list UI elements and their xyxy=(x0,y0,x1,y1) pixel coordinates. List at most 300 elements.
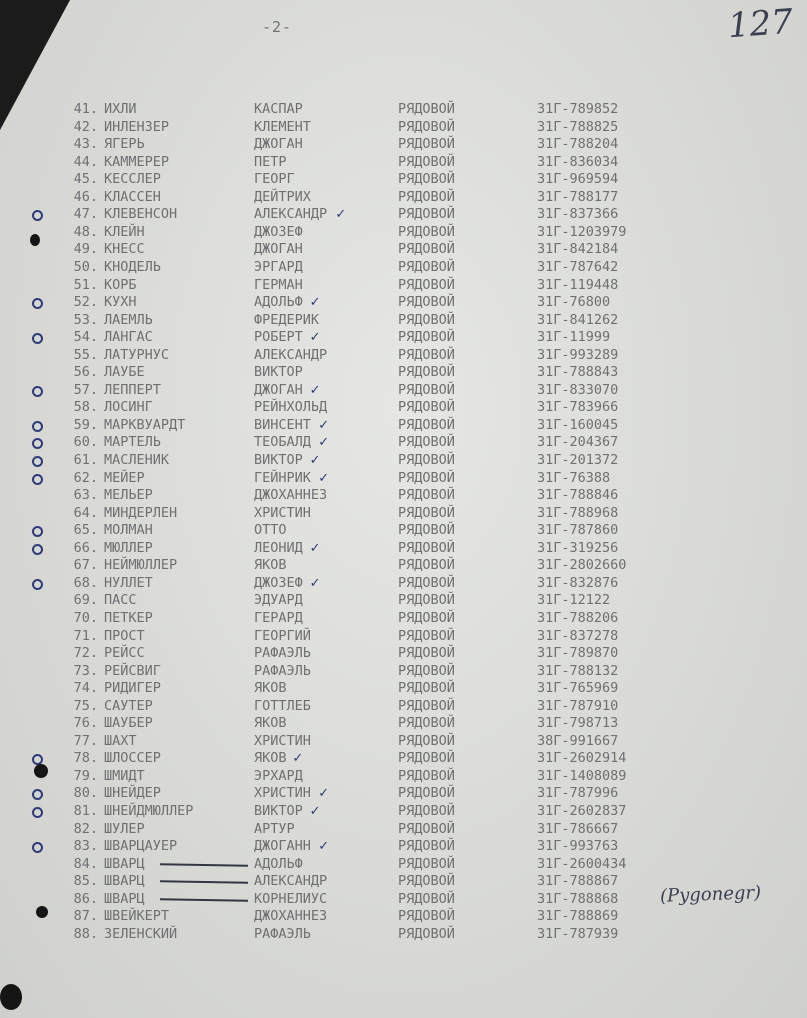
first-name: ВИКТОР xyxy=(254,364,303,381)
rank: РЯДОВОЙ xyxy=(398,803,455,819)
row-number: 63. xyxy=(73,487,98,504)
circle-mark-icon xyxy=(32,333,43,344)
serial-number: 31Г-788843 xyxy=(537,364,619,381)
serial-number: 31Г-788869 xyxy=(537,908,619,925)
rank: РЯДОВОЙ xyxy=(398,136,455,153)
surname: МОЛМАН xyxy=(104,522,153,539)
first-name: ГЕОРГ xyxy=(254,171,295,188)
first-name: ГЕРАРД xyxy=(254,609,303,626)
roster-row xyxy=(0,539,807,557)
surname: ЗЕЛЕНСКИЙ xyxy=(104,925,178,942)
first-name: ЭРГАРД xyxy=(254,258,303,275)
row-number: 42. xyxy=(73,118,98,135)
first-name: ХРИСТИН xyxy=(254,785,311,802)
circle-mark-icon xyxy=(32,579,43,590)
rank: РЯДОВОЙ xyxy=(398,557,455,574)
rank: РЯДОВОЙ xyxy=(398,487,455,504)
surname: ШУЛЕР xyxy=(104,820,145,837)
first-name: ГЕЙНРИК xyxy=(254,469,311,486)
surname: ШВЕЙКЕРТ xyxy=(104,908,170,925)
serial-number: 31Г-841262 xyxy=(537,311,619,328)
rank: РЯДОВОЙ xyxy=(398,294,455,311)
roster-row xyxy=(0,293,807,311)
serial-number: 31Г-11999 xyxy=(537,329,611,346)
serial-number: 31Г-765969 xyxy=(537,680,619,697)
roster-row xyxy=(0,749,807,767)
first-name: ЭРХАРД xyxy=(254,767,303,784)
first-name: ДЖОГАНН xyxy=(254,838,311,855)
row-number: 87. xyxy=(73,908,98,925)
rank: РЯДОВОЙ xyxy=(398,645,455,662)
roster-row xyxy=(0,714,807,732)
rank: РЯДОВОЙ xyxy=(398,855,455,872)
serial-number: 31Г-798713 xyxy=(537,715,619,732)
surname: КЛЕВЕНСОН xyxy=(104,206,178,223)
row-number: 47. xyxy=(73,206,98,223)
serial-number: 31Г-788846 xyxy=(537,487,619,504)
roster-row xyxy=(0,153,807,171)
rank: РЯДОВОЙ xyxy=(398,188,455,205)
rank: РЯДОВОЙ xyxy=(398,469,455,486)
serial-number: 31Г-842184 xyxy=(537,241,619,258)
rank: РЯДОВОЙ xyxy=(398,153,455,170)
circle-mark-icon xyxy=(32,807,43,818)
check-mark-icon: ✓ xyxy=(309,330,321,346)
surname: МЕЙЕР xyxy=(104,469,145,486)
strike-line xyxy=(160,898,248,902)
serial-number: 31Г-787860 xyxy=(537,522,619,539)
surname: РЕЙСС xyxy=(104,645,145,662)
serial-number: 31Г-1408089 xyxy=(537,767,627,784)
row-number: 62. xyxy=(73,469,98,486)
roster-row xyxy=(0,223,807,241)
surname: НЕЙМЮЛЛЕР xyxy=(104,557,178,574)
handwritten-sheet-number: 127 xyxy=(726,1,795,47)
circle-mark-icon xyxy=(32,386,43,397)
serial-number: 31Г-787910 xyxy=(537,697,619,714)
serial-number: 31Г-788206 xyxy=(537,609,619,626)
first-name: РАФАЭЛЬ xyxy=(254,662,311,679)
serial-number: 31Г-787996 xyxy=(537,785,619,802)
rank: РЯДОВОЙ xyxy=(398,680,455,697)
surname: ЛЕППЕРТ xyxy=(104,381,161,398)
row-number: 73. xyxy=(73,662,98,679)
rank: РЯДОВОЙ xyxy=(398,364,455,381)
rank: РЯДОВОЙ xyxy=(398,118,455,135)
serial-number: 31Г-788867 xyxy=(537,873,619,890)
first-name: ФРЕДЕРИК xyxy=(254,311,320,328)
serial-number: 31Г-201372 xyxy=(537,452,619,468)
rank: РЯДОВОЙ xyxy=(398,908,455,925)
row-number: 50. xyxy=(73,258,98,275)
roster-row xyxy=(0,784,807,802)
row-number: 85. xyxy=(73,873,98,890)
row-number: 41. xyxy=(73,101,98,117)
serial-number: 31Г-319256 xyxy=(537,539,619,556)
row-number: 64. xyxy=(73,504,98,521)
roster-row xyxy=(0,205,807,223)
surname: КОРБ xyxy=(104,276,137,293)
first-name: ПЕТР xyxy=(254,153,287,170)
surname: ШМИДТ xyxy=(104,767,145,784)
surname: КЕССЛЕР xyxy=(104,171,161,188)
serial-number: 31Г-788825 xyxy=(537,118,619,135)
row-number: 84. xyxy=(73,855,98,872)
check-mark-icon: ✓ xyxy=(318,417,330,433)
roster-row xyxy=(0,363,807,381)
roster-row xyxy=(0,556,807,574)
serial-number: 31Г-993763 xyxy=(537,838,619,855)
first-name: АРТУР xyxy=(254,820,295,837)
rank: РЯДОВОЙ xyxy=(398,925,455,942)
rank: РЯДОВОЙ xyxy=(398,662,455,679)
check-mark-icon: ✓ xyxy=(309,295,321,311)
surname: КАММЕРЕР xyxy=(104,153,170,170)
first-name: РАФАЭЛЬ xyxy=(254,645,311,662)
rank: РЯДОВОЙ xyxy=(398,785,455,802)
roster-row xyxy=(0,855,807,873)
roster-row xyxy=(0,802,807,820)
row-number: 68. xyxy=(73,574,98,591)
row-number: 51. xyxy=(73,276,98,293)
serial-number: 31Г-789852 xyxy=(537,101,619,117)
first-name: ВИКТОР xyxy=(254,452,303,468)
rank: РЯДОВОЙ xyxy=(398,452,455,468)
row-number: 81. xyxy=(73,803,98,819)
serial-number: 31Г-789870 xyxy=(537,645,619,662)
roster-row xyxy=(0,907,807,925)
serial-number: 31Г-2600434 xyxy=(537,855,627,872)
serial-number: 31Г-993289 xyxy=(537,346,619,363)
surname: ШВАРЦ xyxy=(104,890,145,907)
first-name: ХРИСТИН xyxy=(254,504,311,521)
surname: ЛАЕМЛЬ xyxy=(104,311,153,328)
surname: ШЛОССЕР xyxy=(104,750,161,767)
row-number: 48. xyxy=(73,223,98,240)
serial-number: 31Г-783966 xyxy=(537,399,619,416)
first-name: ЯКОВ xyxy=(254,750,287,767)
surname: ЛАНГАС xyxy=(104,329,153,346)
row-number: 76. xyxy=(73,715,98,732)
surname: ПАСС xyxy=(104,592,137,609)
roster-row xyxy=(0,504,807,522)
circle-mark-icon xyxy=(32,438,43,449)
roster-row xyxy=(0,627,807,645)
serial-number: 31Г-787939 xyxy=(537,925,619,942)
surname: ПЕТКЕР xyxy=(104,609,153,626)
first-name: ДЖОХАННЕЗ xyxy=(254,908,328,925)
circle-mark-icon xyxy=(32,210,43,221)
first-name: ЯКОВ xyxy=(254,557,287,574)
serial-number: 31Г-787642 xyxy=(537,258,619,275)
row-number: 82. xyxy=(73,820,98,837)
surname: МЮЛЛЕР xyxy=(104,539,153,556)
surname: ЛАТУРНУС xyxy=(104,346,170,363)
rank: РЯДОВОЙ xyxy=(398,346,455,363)
surname: РИДИГЕР xyxy=(104,680,161,697)
first-name: РОБЕРТ xyxy=(254,329,303,346)
surname: ПРОСТ xyxy=(104,627,145,644)
rank: РЯДОВОЙ xyxy=(398,574,455,591)
row-number: 60. xyxy=(73,434,98,451)
roster-row xyxy=(0,644,807,662)
first-name: ЛЕОНИД xyxy=(254,539,303,556)
row-number: 65. xyxy=(73,522,98,539)
row-number: 45. xyxy=(73,171,98,188)
serial-number: 31Г-76800 xyxy=(537,294,611,311)
roster-row xyxy=(0,609,807,627)
roster-row xyxy=(0,591,807,609)
circle-mark-icon xyxy=(32,789,43,800)
row-number: 69. xyxy=(73,592,98,609)
rank: РЯДОВОЙ xyxy=(398,223,455,240)
roster-row xyxy=(0,433,807,451)
roster-row xyxy=(0,276,807,294)
ink-blot xyxy=(36,906,48,918)
rank: РЯДОВОЙ xyxy=(398,767,455,784)
row-number: 71. xyxy=(73,627,98,644)
row-number: 74. xyxy=(73,680,98,697)
row-number: 72. xyxy=(73,645,98,662)
roster-row xyxy=(0,398,807,416)
first-name: ГЕРМАН xyxy=(254,276,303,293)
check-mark-icon: ✓ xyxy=(318,786,330,802)
first-name: ЯКОВ xyxy=(254,715,287,732)
rank: РЯДОВОЙ xyxy=(398,838,455,855)
first-name: ХРИСТИН xyxy=(254,732,311,749)
first-name: ВИНСЕНТ xyxy=(254,416,311,433)
surname: ИНЛЕНЗЕР xyxy=(104,118,170,135)
serial-number: 31Г-2602837 xyxy=(537,803,627,819)
first-name: КАСПАР xyxy=(254,101,303,117)
rank: РЯДОВОЙ xyxy=(398,101,455,117)
first-name: АЛЕКСАНДР xyxy=(254,873,328,890)
first-name: АЛЕКСАНДР xyxy=(254,206,328,223)
surname: НУЛЛЕТ xyxy=(104,574,153,591)
first-name: АДОЛЬФ xyxy=(254,294,303,311)
first-name: АЛЕКСАНДР xyxy=(254,346,328,363)
surname: ЛОСИНГ xyxy=(104,399,153,416)
first-name: КЛЕМЕНТ xyxy=(254,118,311,135)
rank: РЯДОВОЙ xyxy=(398,522,455,539)
row-number: 83. xyxy=(73,838,98,855)
surname: ЯГЕРЬ xyxy=(104,136,145,153)
first-name: ЭДУАРД xyxy=(254,592,303,609)
surname: ШНЕЙДМЮЛЛЕР xyxy=(104,803,194,819)
surname: КУХН xyxy=(104,294,137,311)
roster-row xyxy=(0,311,807,329)
row-number: 59. xyxy=(73,416,98,433)
serial-number: 31Г-160045 xyxy=(537,416,619,433)
surname: ШВАРЦ xyxy=(104,873,145,890)
ink-blot xyxy=(0,984,22,1010)
check-mark-icon: ✓ xyxy=(318,435,330,451)
surname: КНЕСС xyxy=(104,241,145,258)
serial-number: 31Г-788968 xyxy=(537,504,619,521)
serial-number: 31Г-788204 xyxy=(537,136,619,153)
serial-number: 31Г-788868 xyxy=(537,890,619,907)
row-number: 67. xyxy=(73,557,98,574)
check-mark-icon: ✓ xyxy=(292,751,304,767)
rank: РЯДОВОЙ xyxy=(398,258,455,275)
roster-row xyxy=(0,135,807,153)
row-number: 55. xyxy=(73,346,98,363)
roster-row xyxy=(0,100,807,118)
page-number: -2- xyxy=(262,18,293,36)
roster-row xyxy=(0,486,807,504)
serial-number: 31Г-833070 xyxy=(537,381,619,398)
serial-number: 31Г-12122 xyxy=(537,592,611,609)
roster-row xyxy=(0,662,807,680)
surname: ШАХТ xyxy=(104,732,137,749)
check-mark-icon: ✓ xyxy=(318,839,330,855)
roster-row xyxy=(0,118,807,136)
roster-row xyxy=(0,679,807,697)
roster-row xyxy=(0,469,807,487)
first-name: РАФАЭЛЬ xyxy=(254,925,311,942)
row-number: 49. xyxy=(73,241,98,258)
rank: РЯДОВОЙ xyxy=(398,311,455,328)
rank: РЯДОВОЙ xyxy=(398,171,455,188)
roster-row xyxy=(0,837,807,855)
roster-row xyxy=(0,328,807,346)
row-number: 75. xyxy=(73,697,98,714)
serial-number: 31Г-837366 xyxy=(537,206,619,223)
surname: МАРКВУАРДТ xyxy=(104,416,186,433)
serial-number: 31Г-969594 xyxy=(537,171,619,188)
check-mark-icon: ✓ xyxy=(309,540,321,556)
first-name: ГОТТЛЕБ xyxy=(254,697,311,714)
ink-blot xyxy=(30,234,40,246)
surname: ЛАУБЕ xyxy=(104,364,145,381)
roster-row xyxy=(0,188,807,206)
serial-number: 31Г-788132 xyxy=(537,662,619,679)
circle-mark-icon xyxy=(32,456,43,467)
roster-row xyxy=(0,381,807,399)
roster-row xyxy=(0,346,807,364)
first-name: ДЕЙТРИХ xyxy=(254,188,311,205)
serial-number: 31Г-204367 xyxy=(537,434,619,451)
roster-row xyxy=(0,732,807,750)
rank: РЯДОВОЙ xyxy=(398,609,455,626)
surname: МИНДЕРЛЕН xyxy=(104,504,178,521)
row-number: 66. xyxy=(73,539,98,556)
row-number: 70. xyxy=(73,609,98,626)
surname: МАСЛЕНИК xyxy=(104,452,170,468)
rank: РЯДОВОЙ xyxy=(398,732,455,749)
row-number: 61. xyxy=(73,452,98,468)
first-name: ДЖОГАН xyxy=(254,136,303,153)
roster-row xyxy=(0,697,807,715)
circle-mark-icon xyxy=(32,298,43,309)
check-mark-icon: ✓ xyxy=(309,575,321,591)
strike-line xyxy=(160,880,248,884)
surname: КЛЕЙН xyxy=(104,223,145,240)
row-number: 54. xyxy=(73,329,98,346)
rank: РЯДОВОЙ xyxy=(398,820,455,837)
row-number: 44. xyxy=(73,153,98,170)
first-name: ТЕОБАЛД xyxy=(254,434,311,451)
rank: РЯДОВОЙ xyxy=(398,592,455,609)
roster-row xyxy=(0,925,807,943)
first-name: КОРНЕЛИУС xyxy=(254,890,328,907)
first-name: ДЖОГАН xyxy=(254,381,303,398)
surname: МАРТЕЛЬ xyxy=(104,434,161,451)
serial-number: 31Г-1203979 xyxy=(537,223,627,240)
roster-row xyxy=(0,240,807,258)
rank: РЯДОВОЙ xyxy=(398,381,455,398)
handwritten-annotation: (Pygonegr) xyxy=(659,882,762,907)
row-number: 57. xyxy=(73,381,98,398)
first-name: АДОЛЬФ xyxy=(254,855,303,872)
first-name: ОТТО xyxy=(254,522,287,539)
row-number: 78. xyxy=(73,750,98,767)
roster-row xyxy=(0,170,807,188)
check-mark-icon: ✓ xyxy=(309,804,321,819)
first-name: РЕЙНХОЛЬД xyxy=(254,399,328,416)
serial-number: 31Г-2602914 xyxy=(537,750,627,767)
roster-row xyxy=(0,258,807,276)
first-name: ВИКТОР xyxy=(254,803,303,819)
surname: РЕЙСВИГ xyxy=(104,662,161,679)
row-number: 88. xyxy=(73,925,98,942)
surname: ШАУБЕР xyxy=(104,715,153,732)
strike-line xyxy=(160,863,248,867)
check-mark-icon: ✓ xyxy=(335,207,347,223)
rank: РЯДОВОЙ xyxy=(398,539,455,556)
circle-mark-icon xyxy=(32,526,43,537)
roster-row xyxy=(0,521,807,539)
rank: РЯДОВОЙ xyxy=(398,627,455,644)
first-name: ДЖОЗЕФ xyxy=(254,223,303,240)
roster-row xyxy=(0,767,807,785)
check-mark-icon: ✓ xyxy=(318,470,330,486)
rank: РЯДОВОЙ xyxy=(398,750,455,767)
first-name: ДЖОХАННЕЗ xyxy=(254,487,328,504)
surname: ШВАРЦ xyxy=(104,855,145,872)
circle-mark-icon xyxy=(32,544,43,555)
rank: РЯДОВОЙ xyxy=(398,329,455,346)
roster-row xyxy=(0,574,807,592)
row-number: 77. xyxy=(73,732,98,749)
serial-number: 38Г-991667 xyxy=(537,732,619,749)
row-number: 79. xyxy=(73,767,98,784)
row-number: 46. xyxy=(73,188,98,205)
first-name: ЯКОВ xyxy=(254,680,287,697)
row-number: 86. xyxy=(73,890,98,907)
rank: РЯДОВОЙ xyxy=(398,715,455,732)
surname: КНОДЕЛЬ xyxy=(104,258,161,275)
serial-number: 31Г-119448 xyxy=(537,276,619,293)
row-number: 52. xyxy=(73,294,98,311)
rank: РЯДОВОЙ xyxy=(398,504,455,521)
row-number: 80. xyxy=(73,785,98,802)
serial-number: 31Г-786667 xyxy=(537,820,619,837)
rank: РЯДОВОЙ xyxy=(398,890,455,907)
serial-number: 31Г-2802660 xyxy=(537,557,627,574)
row-number: 58. xyxy=(73,399,98,416)
surname: ШНЕЙДЕР xyxy=(104,785,161,802)
rank: РЯДОВОЙ xyxy=(398,416,455,433)
circle-mark-icon xyxy=(32,474,43,485)
circle-mark-icon xyxy=(32,842,43,853)
serial-number: 31Г-76388 xyxy=(537,469,611,486)
roster-row xyxy=(0,416,807,434)
ink-blot xyxy=(34,764,48,778)
row-number: 56. xyxy=(73,364,98,381)
roster-row xyxy=(0,820,807,838)
rank: РЯДОВОЙ xyxy=(398,276,455,293)
